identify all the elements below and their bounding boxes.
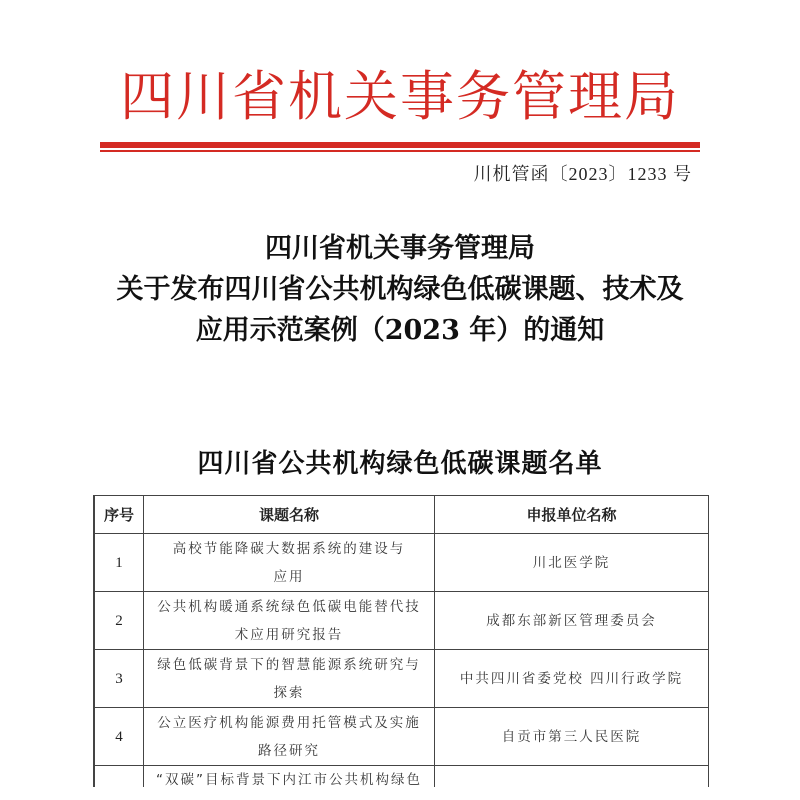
letterhead-red-rule-thin <box>100 150 700 152</box>
table-row <box>95 592 709 650</box>
topic-line: “双碳”目标背景下内江市公共机构绿色 <box>156 772 422 787</box>
row-seq: 3 <box>95 650 144 708</box>
notice-title-line-3: 应用示范案例（2023 年）的通知 <box>195 315 605 346</box>
row-topic <box>144 534 435 592</box>
row-unit: 自贡市第三人民医院 <box>435 708 709 766</box>
table-row <box>95 534 709 592</box>
topic-line: 高校节能降碳大数据系统的建设与 <box>172 540 406 557</box>
topic-line: 探索 <box>273 684 305 701</box>
table-row <box>95 650 709 708</box>
table-row <box>95 708 709 766</box>
row-seq <box>95 766 144 788</box>
document-number: 川机管函〔2023〕1233 号 <box>473 164 692 184</box>
table-row-truncated <box>95 766 709 788</box>
row-seq: 1 <box>95 534 144 592</box>
topic-line: 公立医疗机构能源费用托管模式及实施 <box>157 714 421 731</box>
list-title: 四川省公共机构绿色低碳课题名单 <box>197 449 603 479</box>
topic-line: 术应用研究报告 <box>234 626 344 643</box>
row-unit <box>435 766 709 788</box>
row-topic <box>144 766 435 788</box>
notice-title-line-2: 关于发布四川省公共机构绿色低碳课题、技术及 <box>116 274 684 305</box>
row-seq: 4 <box>95 708 144 766</box>
column-header-seq: 序号 <box>95 496 144 534</box>
column-header-topic: 课题名称 <box>144 496 435 534</box>
topic-line: 路径研究 <box>258 742 320 759</box>
row-unit: 川北医学院 <box>435 534 709 592</box>
row-unit: 成都东部新区管理委员会 <box>435 592 709 650</box>
table-header-row <box>95 496 709 534</box>
row-unit: 中共四川省委党校 四川行政学院 <box>435 650 709 708</box>
notice-title <box>60 228 740 351</box>
row-topic <box>144 592 435 650</box>
topic-line: 应用 <box>273 568 305 585</box>
agency-letterhead-title: 四川省机关事务管理局 <box>120 65 680 128</box>
column-header-unit: 申报单位名称 <box>435 496 709 534</box>
notice-title-line-1: 四川省机关事务管理局 <box>265 233 535 264</box>
topic-line: 绿色低碳背景下的智慧能源系统研究与 <box>157 656 421 673</box>
topic-list-table <box>93 495 709 787</box>
row-topic <box>144 650 435 708</box>
row-topic <box>144 708 435 766</box>
letterhead-red-rule-thick <box>100 142 700 148</box>
topic-line: 公共机构暖通系统绿色低碳电能替代技 <box>157 598 421 615</box>
row-seq: 2 <box>95 592 144 650</box>
topic-table <box>94 495 709 787</box>
